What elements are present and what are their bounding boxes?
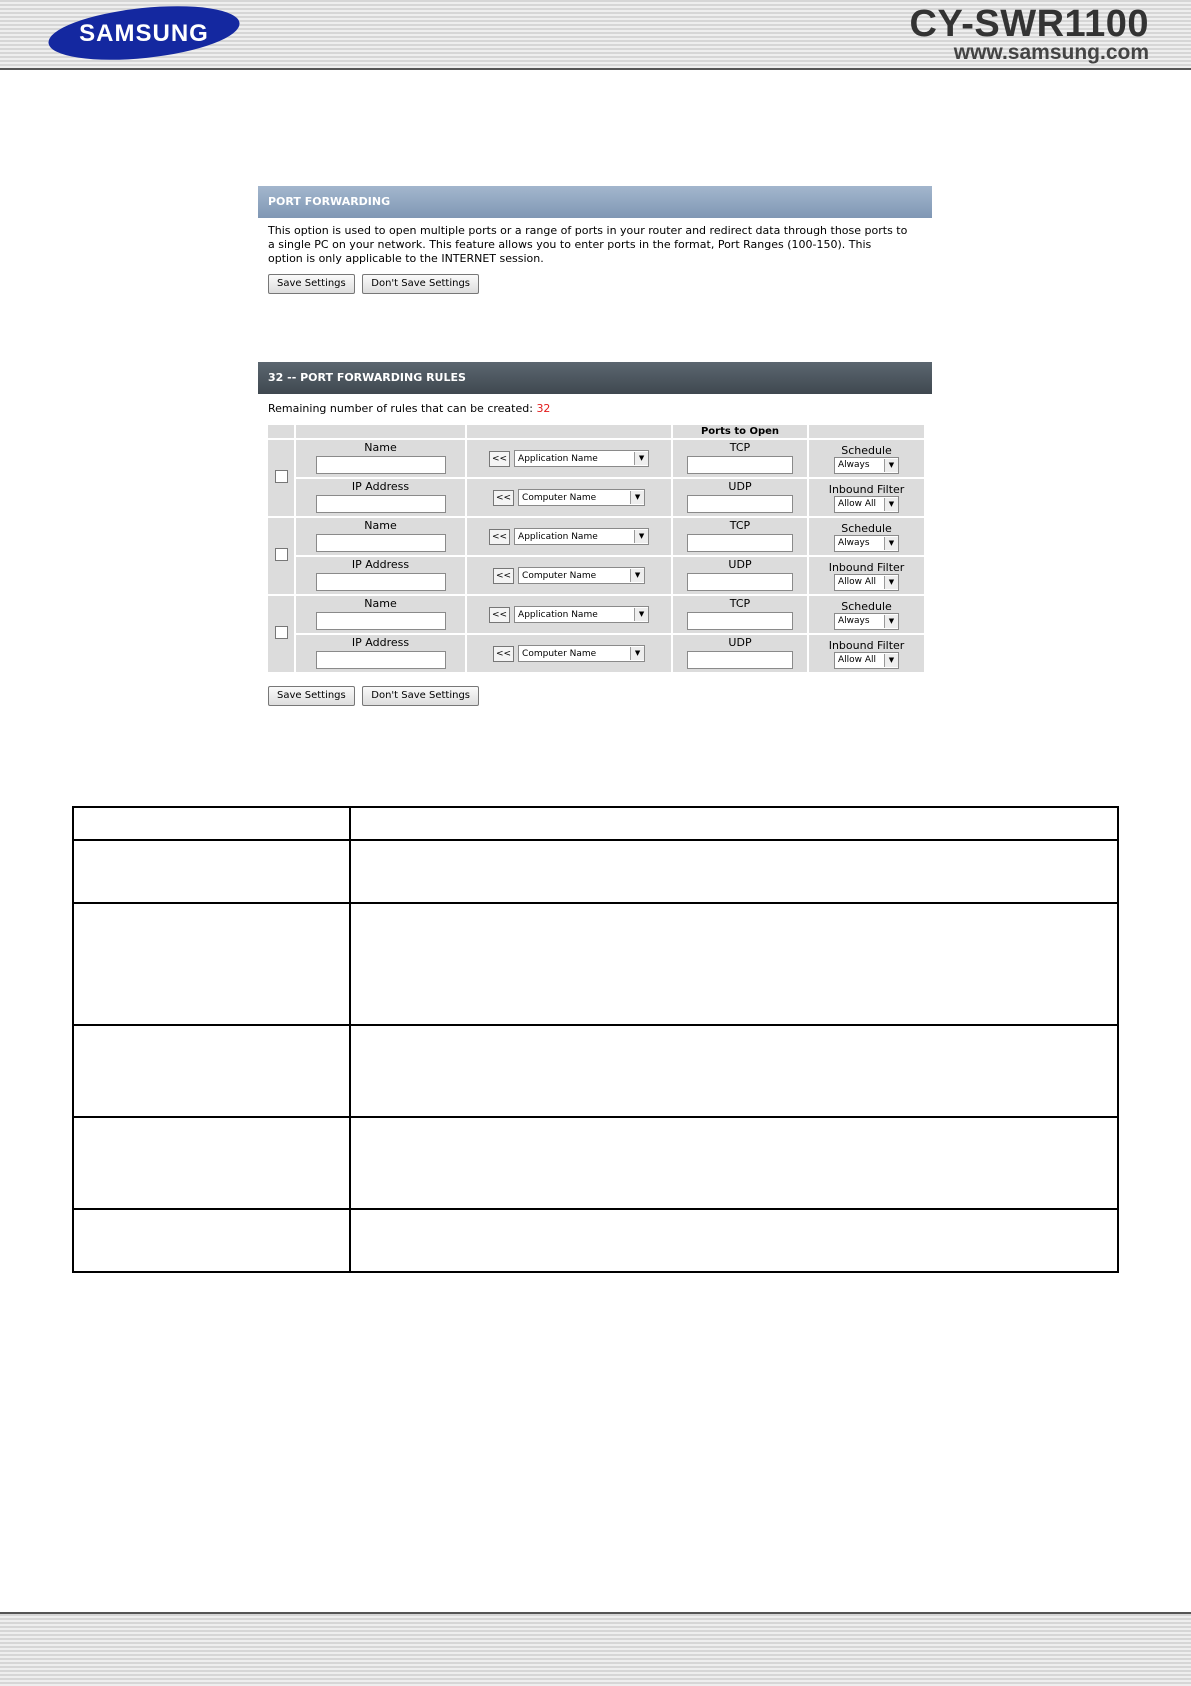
application-select-value: Application Name (518, 531, 598, 542)
rule-enable-checkbox[interactable] (275, 470, 288, 483)
footer-band (0, 1612, 1191, 1686)
chevron-down-icon: ▼ (634, 452, 648, 465)
copy-application-button[interactable]: << (489, 451, 510, 467)
port-forwarding-description: This option is used to open multiple ports or a range of ports in your router and redirect data through those ports to a single PC on your network. This feature allows you to enter ports in the format, Port Ranges (100-150). This option is only applicable to the INTERNET session. (268, 224, 908, 265)
rule-checkbox-cell (268, 440, 294, 516)
bottom-button-row (258, 686, 932, 706)
schedule-select[interactable] (834, 457, 899, 474)
name-input[interactable] (316, 456, 446, 474)
tcp-cell (673, 518, 807, 555)
definition-cell (350, 1209, 1118, 1272)
ports-to-open-header: Ports to Open (673, 425, 807, 438)
computer-cell (467, 635, 671, 672)
inbound-filter-label: Inbound Filter (828, 638, 905, 652)
rule-checkbox-cell (268, 518, 294, 594)
remaining-rules-text (258, 394, 932, 423)
computer-select-value: Computer Name (522, 570, 597, 581)
computer-select-value: Computer Name (522, 648, 597, 659)
description-table-row (73, 903, 1118, 1025)
copy-application-button[interactable]: << (489, 607, 510, 623)
ip-address-label: IP Address (351, 480, 410, 493)
schedule-label: Schedule (841, 443, 892, 457)
rules-header-row (268, 425, 924, 438)
chevron-down-icon: ▼ (884, 537, 898, 550)
definition-cell (350, 807, 1118, 840)
term-cell (73, 840, 350, 903)
name-label: Name (364, 597, 397, 610)
filter-cell (809, 635, 924, 672)
rule-row-top (268, 596, 924, 633)
ip-cell (296, 557, 465, 594)
description-table-row (73, 807, 1118, 840)
description-table-row (73, 1209, 1118, 1272)
chevron-down-icon: ▼ (884, 459, 898, 472)
ip-address-input[interactable] (316, 651, 446, 669)
application-select[interactable] (514, 528, 649, 545)
tcp-ports-input[interactable] (687, 456, 793, 474)
tcp-cell (673, 440, 807, 477)
copy-application-button[interactable]: << (489, 529, 510, 545)
rule-checkbox-cell (268, 596, 294, 672)
copy-computer-button[interactable]: << (493, 490, 514, 506)
dont-save-settings-button[interactable]: Don't Save Settings (362, 274, 479, 294)
rule-row-top (268, 440, 924, 477)
header-cell (809, 425, 924, 438)
remaining-count: 32 (536, 402, 551, 415)
ip-address-input[interactable] (316, 495, 446, 513)
model-name: CY-SWR1100 (909, 3, 1149, 45)
application-select-value: Application Name (518, 609, 598, 620)
inbound-filter-select-value: Allow All (838, 577, 877, 587)
udp-label: UDP (728, 636, 752, 649)
tcp-ports-input[interactable] (687, 534, 793, 552)
application-cell (467, 440, 671, 477)
schedule-select-value: Always (838, 538, 870, 548)
definition-cell (350, 840, 1118, 903)
website-url: www.samsung.com (953, 41, 1149, 64)
udp-ports-input[interactable] (687, 651, 793, 669)
name-cell (296, 518, 465, 555)
application-cell (467, 596, 671, 633)
application-select[interactable] (514, 450, 649, 467)
schedule-select[interactable] (834, 535, 899, 552)
chevron-down-icon: ▼ (630, 569, 644, 582)
term-cell (73, 903, 350, 1025)
copy-computer-button[interactable]: << (493, 568, 514, 584)
computer-select-value: Computer Name (522, 492, 597, 503)
port-forwarding-panel (258, 186, 932, 300)
inbound-filter-label: Inbound Filter (828, 482, 905, 496)
description-table-row (73, 840, 1118, 903)
rules-table (266, 423, 926, 674)
ip-address-input[interactable] (316, 573, 446, 591)
schedule-select-value: Always (838, 460, 870, 470)
schedule-cell (809, 440, 924, 477)
filter-cell (809, 557, 924, 594)
name-input[interactable] (316, 534, 446, 552)
port-forwarding-title: PORT FORWARDING (258, 186, 932, 218)
application-select-value: Application Name (518, 453, 598, 464)
rule-enable-checkbox[interactable] (275, 626, 288, 639)
top-button-row (258, 274, 932, 294)
schedule-label: Schedule (841, 521, 892, 535)
chevron-down-icon: ▼ (634, 530, 648, 543)
rule-row-top (268, 518, 924, 555)
name-cell (296, 440, 465, 477)
schedule-cell (809, 518, 924, 555)
application-cell (467, 518, 671, 555)
tcp-cell (673, 596, 807, 633)
udp-cell (673, 479, 807, 516)
udp-cell (673, 635, 807, 672)
rule-enable-checkbox[interactable] (275, 548, 288, 561)
computer-select[interactable] (518, 489, 645, 506)
port-forwarding-rules-panel (258, 362, 932, 762)
copy-computer-button[interactable]: << (493, 646, 514, 662)
remaining-label: Remaining number of rules that can be created: (268, 402, 533, 415)
inbound-filter-select-value: Allow All (838, 655, 877, 665)
definition-cell (350, 1117, 1118, 1209)
schedule-select[interactable] (834, 613, 899, 630)
schedule-label: Schedule (841, 599, 892, 613)
dont-save-settings-button[interactable]: Don't Save Settings (362, 686, 479, 706)
definition-cell (350, 1025, 1118, 1117)
term-cell (73, 1025, 350, 1117)
chevron-down-icon: ▼ (884, 576, 898, 589)
chevron-down-icon: ▼ (634, 608, 648, 621)
schedule-select-value: Always (838, 616, 870, 626)
header-cell (467, 425, 671, 438)
udp-ports-input[interactable] (687, 495, 793, 513)
description-table-row (73, 1025, 1118, 1117)
rule-row-bottom (268, 479, 924, 516)
application-select[interactable] (514, 606, 649, 623)
chevron-down-icon: ▼ (884, 615, 898, 628)
inbound-filter-label: Inbound Filter (828, 560, 905, 574)
ip-cell (296, 635, 465, 672)
inbound-filter-select[interactable] (834, 574, 899, 591)
udp-ports-input[interactable] (687, 573, 793, 591)
tcp-ports-input[interactable] (687, 612, 793, 630)
udp-label: UDP (728, 558, 752, 571)
udp-cell (673, 557, 807, 594)
tcp-label: TCP (729, 597, 751, 610)
computer-select[interactable] (518, 567, 645, 584)
inbound-filter-select[interactable] (834, 652, 899, 669)
chevron-down-icon: ▼ (884, 498, 898, 511)
tcp-label: TCP (729, 519, 751, 532)
rule-row-bottom (268, 557, 924, 594)
definition-cell (350, 903, 1118, 1025)
header-band (0, 0, 1191, 70)
name-cell (296, 596, 465, 633)
computer-select[interactable] (518, 645, 645, 662)
ip-cell (296, 479, 465, 516)
term-cell (73, 1117, 350, 1209)
save-settings-button[interactable]: Save Settings (268, 274, 355, 294)
chevron-down-icon: ▼ (630, 647, 644, 660)
name-label: Name (364, 441, 397, 454)
chevron-down-icon: ▼ (630, 491, 644, 504)
save-settings-button[interactable]: Save Settings (268, 686, 355, 706)
rule-row-bottom (268, 635, 924, 672)
ip-address-label: IP Address (351, 636, 410, 649)
ip-address-label: IP Address (351, 558, 410, 571)
inbound-filter-select[interactable] (834, 496, 899, 513)
computer-cell (467, 557, 671, 594)
name-input[interactable] (316, 612, 446, 630)
rules-title: 32 -- PORT FORWARDING RULES (258, 362, 932, 394)
udp-label: UDP (728, 480, 752, 493)
description-table (72, 806, 1119, 1273)
term-cell (73, 1209, 350, 1272)
inbound-filter-select-value: Allow All (838, 499, 877, 509)
header-cell (296, 425, 465, 438)
filter-cell (809, 479, 924, 516)
tcp-label: TCP (729, 441, 751, 454)
header-cell (268, 425, 294, 438)
description-table-row (73, 1117, 1118, 1209)
logo-text: SAMSUNG (79, 20, 209, 47)
chevron-down-icon: ▼ (884, 654, 898, 667)
schedule-cell (809, 596, 924, 633)
name-label: Name (364, 519, 397, 532)
computer-cell (467, 479, 671, 516)
samsung-logo (44, 4, 244, 62)
term-cell (73, 807, 350, 840)
